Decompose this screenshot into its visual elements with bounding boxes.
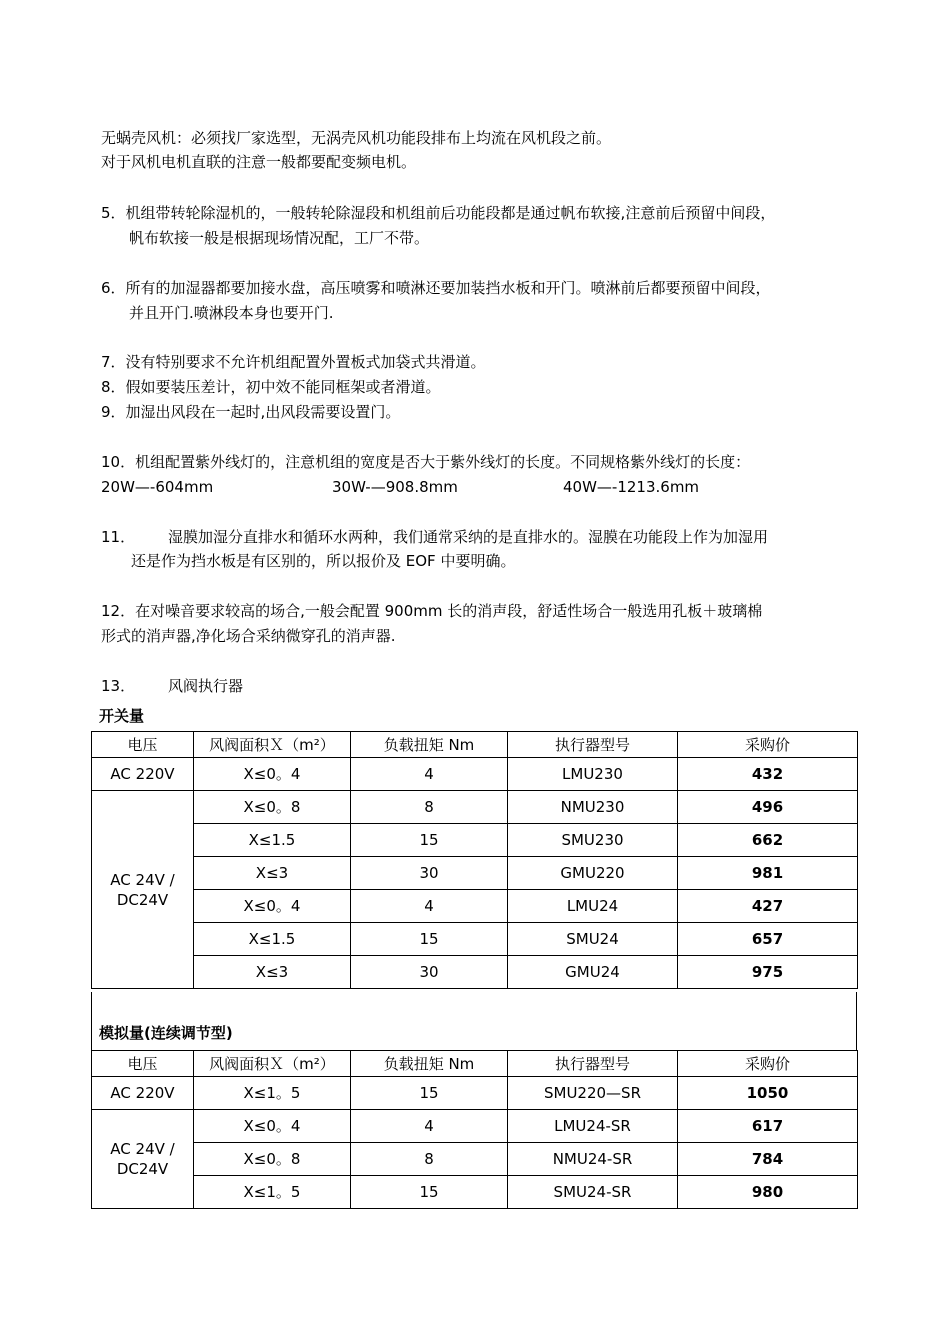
torque-cell: 4	[351, 1110, 508, 1143]
table2-title: 模拟量(连续调节型)	[99, 1024, 233, 1042]
voltage-line-1: AC 24V /	[110, 1140, 175, 1158]
table-row	[92, 956, 858, 989]
model-cell: SMU220—SR	[508, 1077, 678, 1110]
torque-cell: 8	[351, 791, 508, 824]
model-cell: SMU230	[508, 824, 678, 857]
onoff-actuator-table	[91, 731, 858, 989]
voltage-line-1: AC 24V /	[110, 870, 175, 889]
price-cell: 1050	[678, 1077, 858, 1110]
uv-length-30w: 30W-—908.8mm	[332, 478, 458, 496]
table-row	[92, 1077, 858, 1110]
price-cell: 784	[678, 1143, 858, 1176]
torque-cell: 8	[351, 1143, 508, 1176]
price-cell: 981	[678, 857, 858, 890]
torque-cell: 15	[351, 824, 508, 857]
model-cell: SMU24-SR	[508, 1176, 678, 1209]
area-cell: X≤3	[194, 857, 351, 890]
model-cell: LMU24	[508, 890, 678, 923]
table1-title: 开关量	[99, 707, 145, 725]
price-cell: 496	[678, 791, 858, 824]
price-cell: 980	[678, 1176, 858, 1209]
area-cell: X≤0。8	[194, 791, 351, 824]
item-12-line-2: 形式的消声器,净化场合采纳微穿孔的消声器.	[101, 627, 396, 645]
header-torque: 负载扭矩 Nm	[351, 1051, 508, 1077]
table-header-row	[92, 1051, 858, 1077]
header-model: 执行器型号	[508, 732, 678, 758]
area-cell: X≤0。4	[194, 758, 351, 791]
voltage-cell	[92, 1110, 194, 1209]
item-11-number: 11．	[101, 528, 136, 546]
header-model: 执行器型号	[508, 1051, 678, 1077]
header-torque: 负载扭矩 Nm	[351, 732, 508, 758]
area-cell: X≤0。4	[194, 890, 351, 923]
torque-cell: 30	[351, 956, 508, 989]
header-area: 风阀面积Ｘ（m²）	[194, 1051, 351, 1077]
header-voltage: 电压	[92, 1051, 194, 1077]
item-6-line-2: 并且开门.喷淋段本身也要开门.	[129, 304, 334, 322]
header-price: 采购价	[678, 1051, 858, 1077]
voltage-line-2: DC24V	[116, 1160, 169, 1178]
area-cell: X≤0。8	[194, 1143, 351, 1176]
table-row	[92, 1110, 858, 1143]
table-row	[92, 890, 858, 923]
item-5-line-1: 5．机组带转轮除湿机的，一般转轮除湿段和机组前后功能段都是通过帆布软接,注意前后预留中间段，	[101, 204, 776, 222]
price-cell: 662	[678, 824, 858, 857]
table-row	[92, 758, 858, 791]
table-row	[92, 1176, 858, 1209]
torque-cell: 15	[351, 1176, 508, 1209]
area-cell: X≤0。4	[194, 1110, 351, 1143]
area-cell: X≤1.5	[194, 824, 351, 857]
header-area: 风阀面积Ｘ（m²）	[194, 732, 351, 758]
table-header-row	[92, 732, 858, 758]
price-cell: 432	[678, 758, 858, 791]
price-cell: 617	[678, 1110, 858, 1143]
area-cell: X≤1.5	[194, 923, 351, 956]
voltage-cell: AC 220V	[92, 758, 194, 791]
item-10: 10．机组配置紫外线灯的，注意机组的宽度是否大于紫外线灯的长度。不同规格紫外线灯的长度：	[101, 453, 751, 471]
area-cell: X≤1。5	[194, 1176, 351, 1209]
item-5-line-2: 帆布软接一般是根据现场情况配，工厂不带。	[129, 229, 430, 247]
header-price: 采购价	[678, 732, 858, 758]
model-cell: GMU24	[508, 956, 678, 989]
torque-cell: 15	[351, 1077, 508, 1110]
item-12-line-1: 12．在对噪音要求较高的场合,一般会配置 900mm 长的消声段，舒适性场合一般选用孔板＋玻璃棉	[101, 602, 763, 620]
voltage-line-2: DC24V	[116, 890, 169, 909]
model-cell: LMU24-SR	[508, 1110, 678, 1143]
modulating-actuator-table	[91, 1050, 858, 1209]
model-cell: SMU24	[508, 923, 678, 956]
item-13-title: 风阀执行器	[168, 677, 244, 695]
paragraph-direct-drive-motor: 对于风机电机直联的注意一般都要配变频电机。	[101, 153, 417, 171]
model-cell: NMU230	[508, 791, 678, 824]
table-row	[92, 923, 858, 956]
header-voltage: 电压	[92, 732, 194, 758]
item-7: 7．没有特别要求不允许机组配置外置板式加袋式共滑道。	[101, 353, 486, 371]
paragraph-fan-no-volute: 无蜗壳风机：必须找厂家选型，无涡壳风机功能段排布上均流在风机段之前。	[101, 129, 612, 147]
table-row	[92, 857, 858, 890]
item-11-line-2: 还是作为挡水板是有区别的，所以报价及 EOF 中要明确。	[131, 552, 516, 570]
voltage-cell: AC 220V	[92, 1077, 194, 1110]
uv-length-20w: 20W—-604mm	[101, 478, 214, 496]
item-11-line-1: 湿膜加湿分直排水和循环水两种，我们通常采纳的是直排水的。湿膜在功能段上作为加湿用	[168, 528, 769, 546]
torque-cell: 30	[351, 857, 508, 890]
voltage-cell	[92, 791, 194, 989]
price-cell: 975	[678, 956, 858, 989]
table-row	[92, 1143, 858, 1176]
area-cell: X≤3	[194, 956, 351, 989]
model-cell: LMU230	[508, 758, 678, 791]
torque-cell: 15	[351, 923, 508, 956]
price-cell: 427	[678, 890, 858, 923]
area-cell: X≤1。5	[194, 1077, 351, 1110]
torque-cell: 4	[351, 890, 508, 923]
price-cell: 657	[678, 923, 858, 956]
table-row	[92, 824, 858, 857]
model-cell: NMU24-SR	[508, 1143, 678, 1176]
item-8: 8．假如要装压差计，初中效不能同框架或者滑道。	[101, 378, 441, 396]
table-row	[92, 791, 858, 824]
item-13-number: 13．	[101, 677, 136, 695]
torque-cell: 4	[351, 758, 508, 791]
item-9: 9．加湿出风段在一起时,出风段需要设置门。	[101, 403, 401, 421]
item-6-line-1: 6．所有的加湿器都要加接水盘，高压喷雾和喷淋还要加装挡水板和开门。喷淋前后都要预留中间段，	[101, 279, 771, 297]
model-cell: GMU220	[508, 857, 678, 890]
uv-length-40w: 40W—-1213.6mm	[563, 478, 700, 496]
